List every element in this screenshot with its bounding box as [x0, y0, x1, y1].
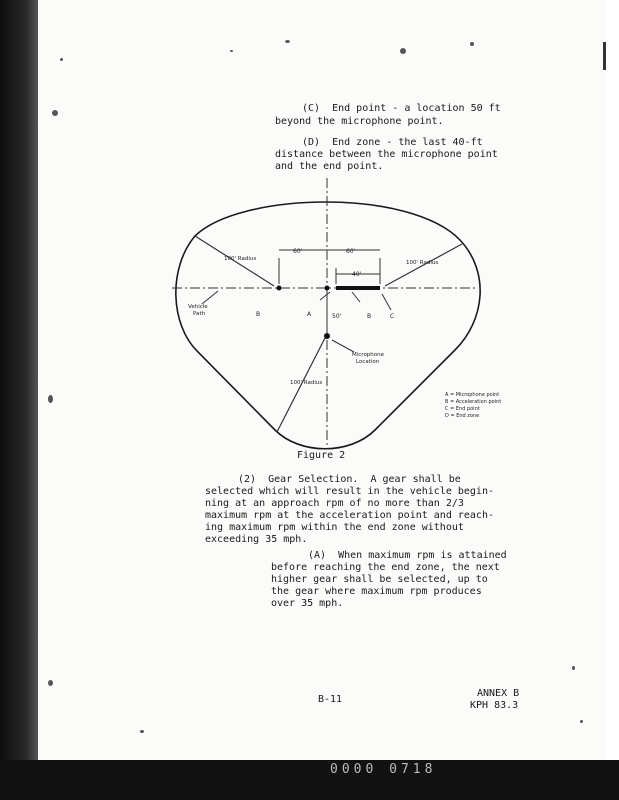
a-para-line-1: (A) When maximum rpm is attained — [308, 550, 507, 561]
radius-left-label: 100' Radius — [224, 256, 257, 262]
point-b-marker — [277, 286, 282, 291]
dim-60-left: 60' — [293, 248, 303, 255]
mic-location-label-1: Microphone — [352, 352, 385, 358]
annex-label: ANNEX B — [477, 688, 520, 699]
paragraph-d-line-2: distance between the microphone point — [275, 149, 498, 160]
scan-bottom-band — [0, 760, 619, 800]
page-number: B-11 — [318, 694, 343, 705]
point-c-label: C — [390, 313, 395, 320]
gear-line-4: maximum rpm at the acceleration point and reach- — [205, 510, 494, 521]
legend-item-b: B = Acceleration point — [445, 399, 502, 405]
vehicle-path-label-2: Path — [193, 311, 206, 317]
paragraph-d-line-1: (D) End zone - the last 40-ft — [302, 137, 483, 148]
figure-caption: Figure 2 — [297, 450, 346, 461]
legend-item-d: D = End zone — [445, 413, 480, 419]
dim-40: 40' — [352, 271, 362, 278]
a-para-line-5: over 35 mph. — [271, 598, 344, 609]
point-a-label: A — [307, 311, 312, 318]
microphone-marker — [324, 333, 330, 339]
radius-bottom-label: 100' Radius — [290, 380, 323, 386]
paragraph-c-line-2: beyond the microphone point. — [275, 116, 444, 127]
vehicle-path-label-1: Vehicle — [188, 304, 208, 310]
film-number: 0000 0718 — [330, 762, 437, 777]
point-a-marker — [325, 286, 330, 291]
gear-line-5: ing maximum rpm within the end zone without — [205, 522, 464, 533]
dim-50: 50' — [332, 313, 342, 320]
paragraph-d-line-3: and the end point. — [275, 161, 384, 172]
a-para-line-3: higher gear shall be selected, up to — [271, 574, 488, 585]
mic-location-label-2: Location — [356, 359, 380, 365]
dim-60-right: 60' — [346, 248, 356, 255]
gear-line-6: exceeding 35 mph. — [205, 534, 308, 545]
gear-line-2: selected which will result in the vehicle begin- — [205, 486, 494, 497]
a-para-line-2: before reaching the end zone, the next — [271, 562, 500, 573]
legend-item-c: C = End point — [445, 406, 480, 412]
document-reference: KPH 83.3 — [470, 700, 519, 711]
paragraph-c-line-1: (C) End point - a location 50 ft — [302, 103, 501, 114]
gear-line-3: ning at an approach rpm of no more than 2/3 — [205, 498, 464, 509]
legend-item-a: A = Microphone point — [445, 392, 500, 398]
point-b-label: B — [256, 311, 261, 318]
gear-line-1: (2) Gear Selection. A gear shall be — [238, 474, 461, 485]
point-b2-label: B — [367, 313, 372, 320]
a-para-line-4: the gear where maximum rpm produces — [271, 586, 482, 597]
test-site-outline — [176, 202, 480, 449]
radius-right-label: 100' Radius — [406, 260, 439, 266]
